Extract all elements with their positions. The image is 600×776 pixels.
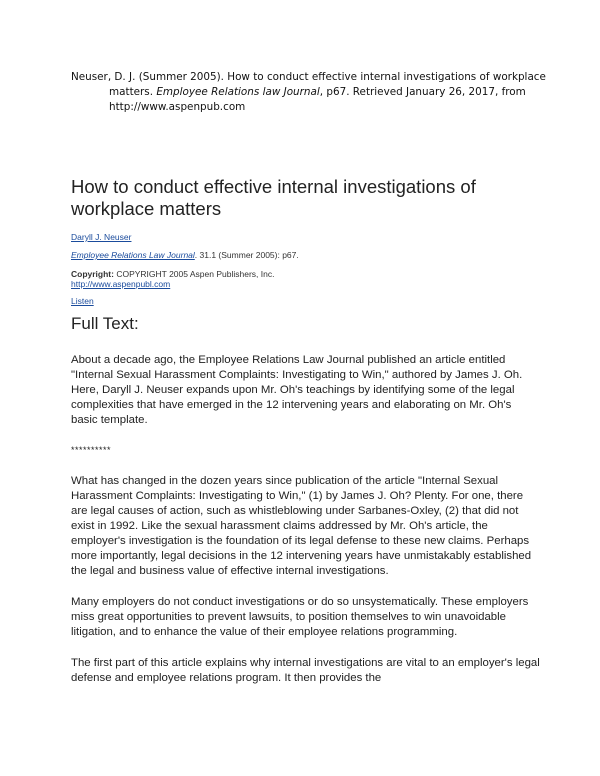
reference-citation (71, 70, 569, 115)
source-details: . 31.1 (Summer 2005): p67. (194, 250, 299, 260)
paragraph: Many employers do not conduct investigations or do so unsystematically. These employers miss great opportunities to prevent lawsuits, to position themselves to win unavoidable litigation, and to enhance the value of their employee relations programming. (71, 596, 529, 638)
journal-link[interactable]: Employee Relations Law Journal (71, 250, 195, 260)
full-text-heading: Full Text: (71, 314, 139, 333)
listen-link[interactable]: Listen (71, 296, 94, 306)
paragraph: What has changed in the dozen years since publication of the article "Internal Sexual Harassment Complaints: Investigating to Win," (1) by James J. Oh? Plenty. For one, there are legal causes of action, such as whistleblowing under Sarbanes-Oxley, (2) that did not exist in 1992. Like the sexual harassment claims addressed by Mr. Oh's article, the employer's investigation is the foundation of its legal defense to these new claims. Perhaps more importantly, legal decisions in the 12 intervening years have unmistakably established the legal and business value of effective internal investigations. (71, 475, 532, 577)
author-line (71, 232, 541, 243)
citation-prefix: Neuser, D. J. (Summer 2005). How to conduct effective internal investigations of workplace matters. (71, 71, 546, 98)
article (71, 176, 541, 686)
paragraph: The first part of this article explains why internal investigations are vital to an employer's legal defense and employee relations program. It then provides the (71, 657, 540, 684)
paragraph: About a decade ago, the Employee Relations Law Journal published an article entitled "Internal Sexual Harassment Complaints: Investigating to Win," authored by James J. Oh. Here, Daryll J. Neuser expands upon Mr. Oh's teachings by identifying some of the legal complexities that have emerged in the 12 intervening years and elaborating on Mr. Oh's basic template. (71, 354, 523, 426)
copyright-block (71, 269, 541, 289)
publisher-url-link[interactable]: http://www.aspenpubl.com (71, 279, 171, 289)
source-line (71, 250, 541, 261)
listen-row (71, 296, 541, 307)
citation-journal: Employee Relations law Journal (156, 86, 320, 98)
author-link[interactable]: Daryll J. Neuser (71, 232, 132, 242)
copyright-text: COPYRIGHT 2005 Aspen Publishers, Inc. (113, 269, 275, 279)
section-separator: ********** (71, 445, 112, 455)
copyright-label: Copyright: (71, 269, 114, 279)
citation-suffix: , p67. Retrieved January 26, 2017, from http://www.aspenpub.com (109, 86, 526, 113)
article-title: How to conduct effective internal investigations of workplace matters (71, 176, 476, 219)
